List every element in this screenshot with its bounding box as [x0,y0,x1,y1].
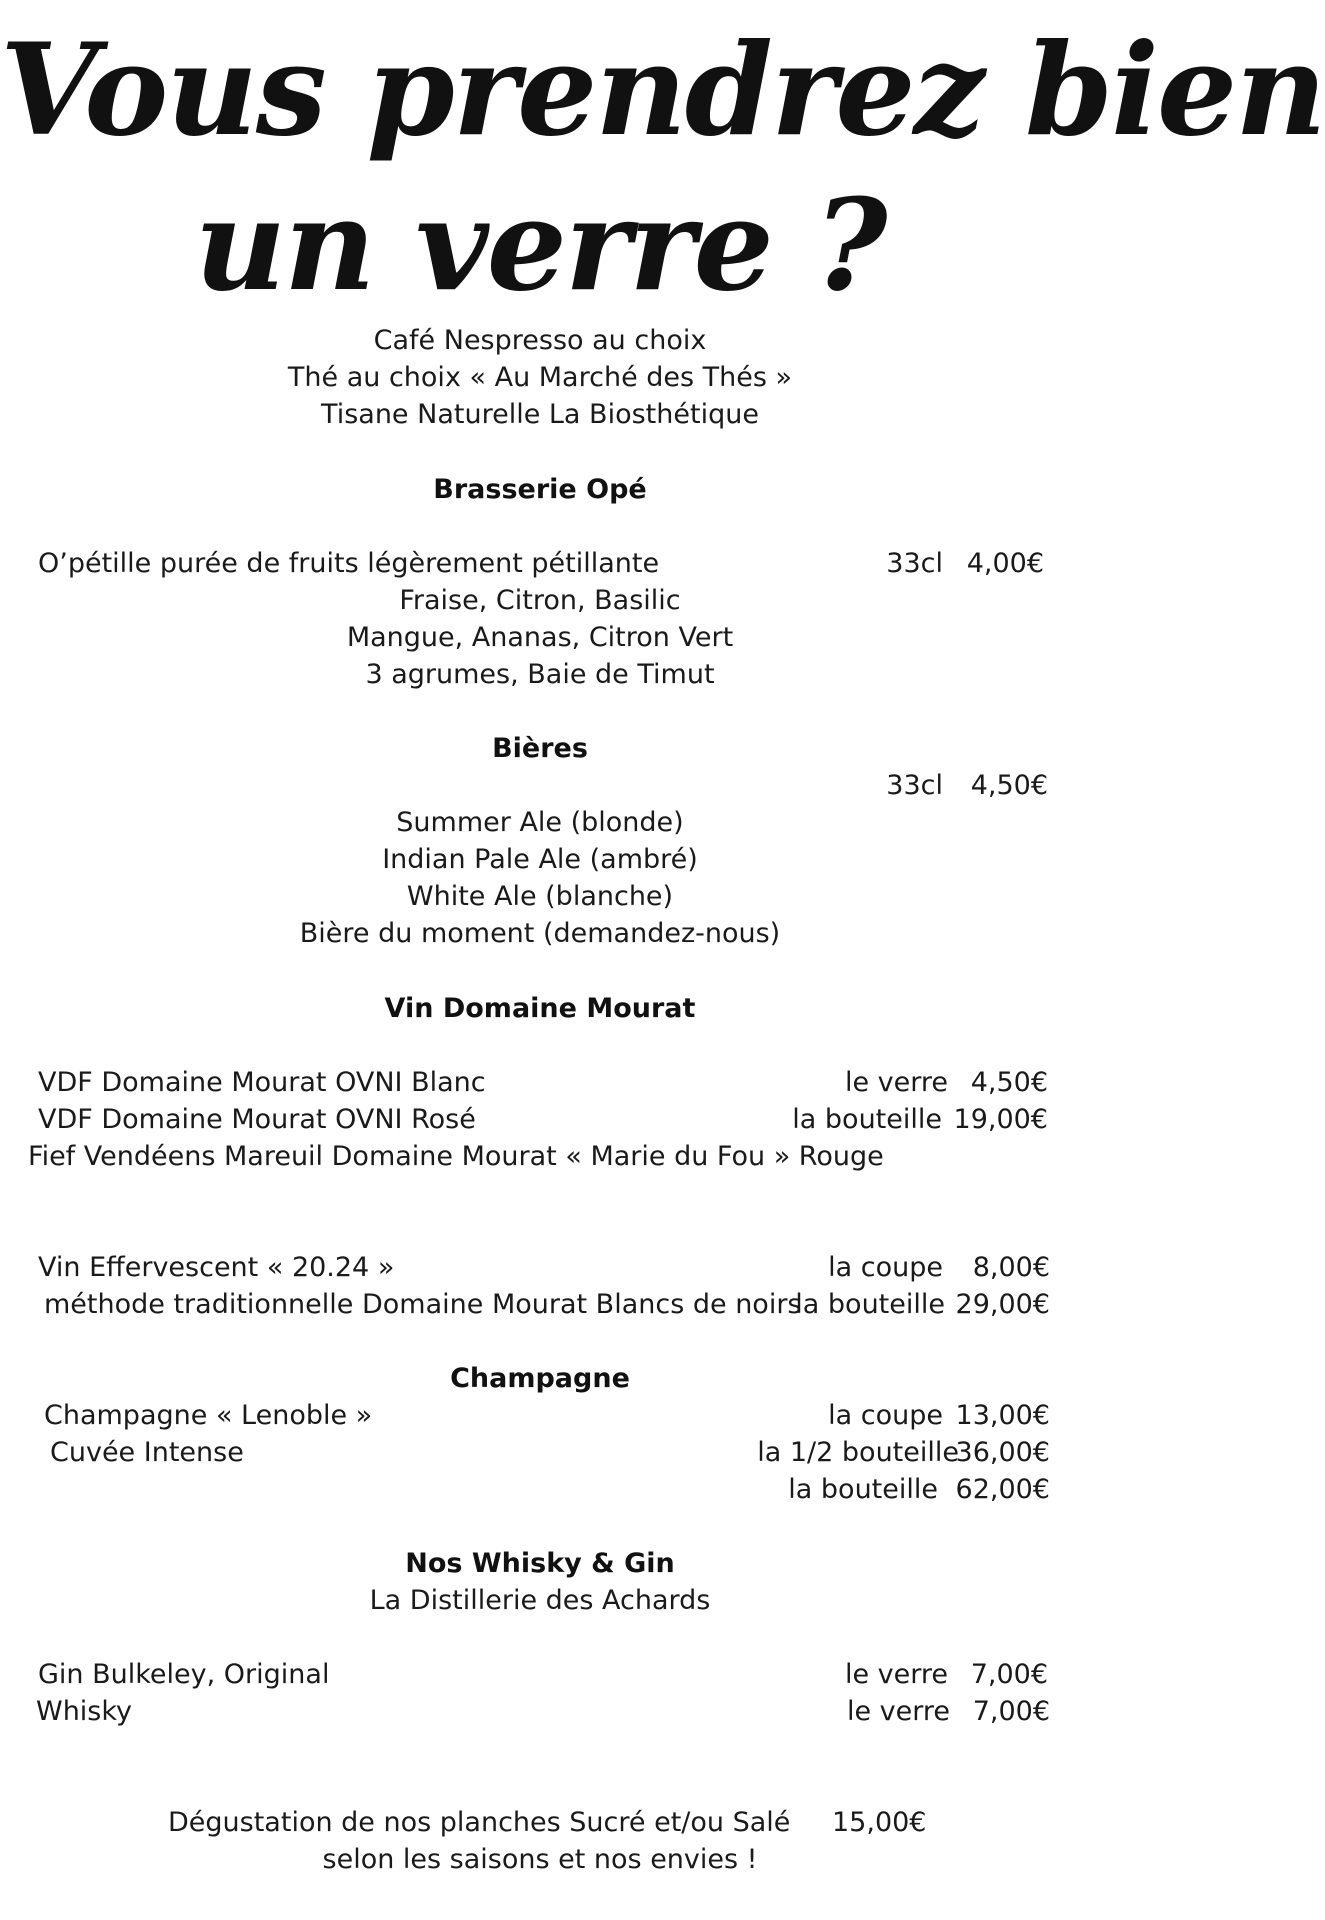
bieres-volume: 33cl [886,770,943,801]
hot-drink-tea: Thé au choix « Au Marché des Thés » [287,362,793,393]
page-title-line1: Vous prendrez bien [0,16,1325,164]
bieres-price: 4,50€ [970,770,1048,801]
vin-price-bouteille: 19,00€ [953,1104,1048,1135]
champagne-price-bouteille: 62,00€ [955,1474,1050,1505]
effervescent-price-coupe: 8,00€ [972,1252,1050,1283]
gin-unit: le verre [844,1659,948,1690]
hot-drink-herbal: Tisane Naturelle La Biosthétique [321,399,759,430]
effervescent-desc: méthode traditionnelle Domaine Mourat Blancs de noirs [44,1289,802,1320]
biere-item-1: Summer Ale (blonde) [396,807,684,838]
gin-item: Gin Bulkeley, Original [38,1659,330,1690]
brasserie-flavor-2: Mangue, Ananas, Citron Vert [346,622,734,653]
vin-item-3: Fief Vendéens Mareuil Domaine Mourat « Marie du Fou » Rouge [28,1141,884,1172]
whisky-item: Whisky [36,1696,133,1727]
brasserie-price: 4,00€ [966,548,1044,579]
whisky-unit: le verre [846,1696,950,1727]
brasserie-item: O’pétille purée de fruits légèrement pétillante [38,548,660,579]
degustation-text: Dégustation de nos planches Sucré et/ou Salé [168,1807,791,1838]
effervescent-price-bouteille: 29,00€ [955,1289,1050,1320]
vin-item-2: VDF Domaine Mourat OVNI Rosé [38,1104,476,1135]
degustation-price: 15,00€ [832,1807,927,1838]
section-heading-champagne: Champagne [450,1363,630,1394]
vin-unit-verre: le verre [844,1067,948,1098]
page-title-line2: un verre ? [194,171,886,319]
whisky-gin-distillery: La Distillerie des Achards [369,1585,711,1616]
gin-price: 7,00€ [970,1659,1048,1690]
champagne-price-coupe: 13,00€ [955,1400,1050,1431]
section-heading-vin: Vin Domaine Mourat [384,993,696,1024]
effervescent-unit-coupe: la coupe [828,1252,943,1283]
vin-unit-bouteille: la bouteille [792,1104,942,1135]
section-heading-bieres: Bières [492,733,588,764]
vin-price-verre: 4,50€ [970,1067,1048,1098]
degustation-note: selon les saisons et nos envies ! [322,1844,758,1875]
section-heading-brasserie: Brasserie Opé [433,474,647,505]
biere-item-4: Bière du moment (demandez-nous) [299,918,781,949]
hot-drink-coffee: Café Nespresso au choix [373,325,707,356]
champagne-name: Champagne « Lenoble » [44,1400,373,1431]
champagne-price-demi: 36,00€ [955,1437,1050,1468]
brasserie-volume: 33cl [886,548,943,579]
brasserie-flavor-1: Fraise, Citron, Basilic [399,585,681,616]
biere-item-2: Indian Pale Ale (ambré) [382,844,698,875]
champagne-unit-demi: la 1/2 bouteille [757,1437,959,1468]
brasserie-flavor-3: 3 agrumes, Baie de Timut [365,659,715,690]
champagne-unit-bouteille: la bouteille [788,1474,938,1505]
vin-item-1: VDF Domaine Mourat OVNI Blanc [38,1067,486,1098]
champagne-unit-coupe: la coupe [828,1400,943,1431]
effervescent-name: Vin Effervescent « 20.24 » [38,1252,395,1283]
biere-item-3: White Ale (blanche) [406,881,674,912]
whisky-price: 7,00€ [972,1696,1050,1727]
section-heading-whisky-gin: Nos Whisky & Gin [405,1548,675,1579]
effervescent-unit-bouteille: la bouteille [795,1289,945,1320]
champagne-desc: Cuvée Intense [50,1437,244,1468]
